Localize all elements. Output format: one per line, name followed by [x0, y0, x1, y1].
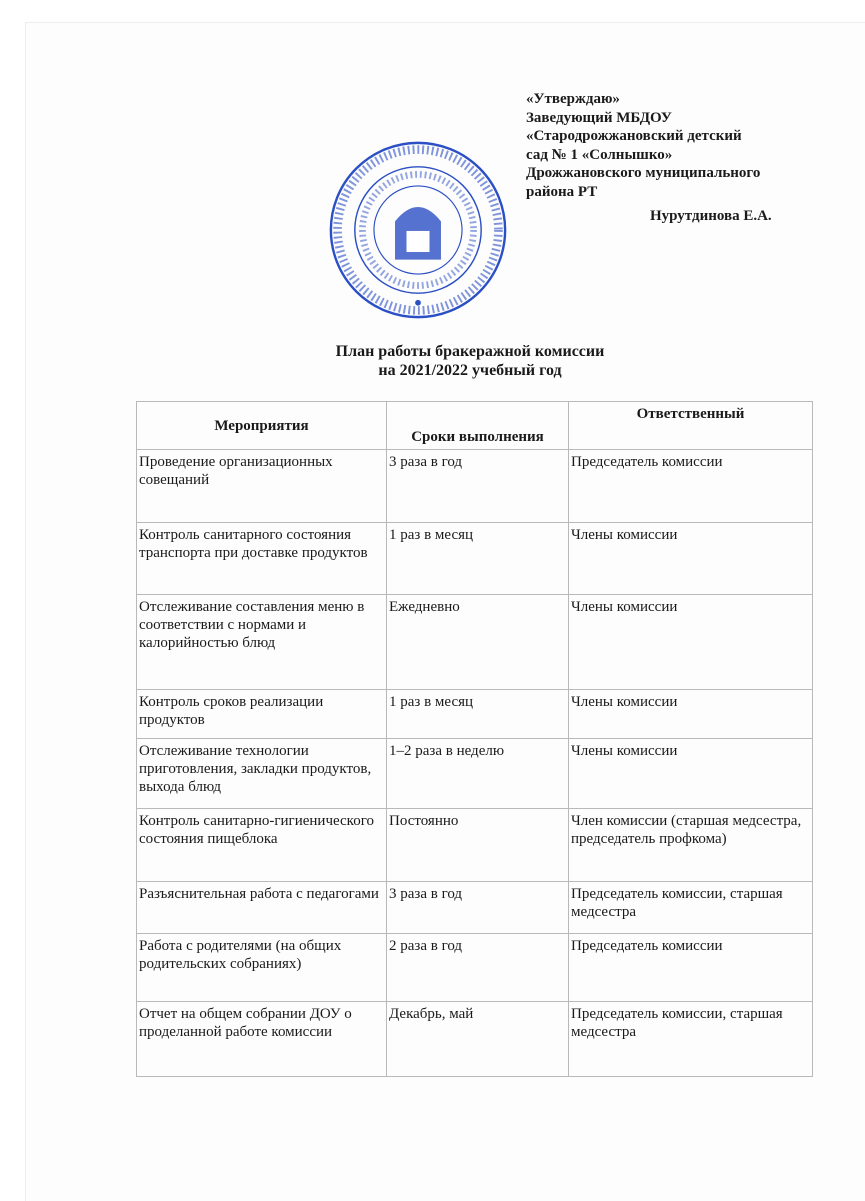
deadline-cell: 3 раза в год — [387, 450, 569, 523]
table-row — [137, 934, 813, 1002]
title-line-2: на 2021/2022 учебный год — [378, 362, 562, 379]
title-line-1: План работы бракеражной комиссии — [335, 343, 605, 360]
deadline-cell: 1 раз в месяц — [387, 523, 569, 595]
deadline-cell: Ежедневно — [387, 595, 569, 690]
deadline-cell: 2 раза в год — [387, 934, 569, 1002]
activity-cell: Работа с родителями (на общих родительских собраниях) — [137, 934, 387, 1002]
activity-cell: Контроль сроков реализации продуктов — [137, 690, 387, 739]
approval-line: сад № 1 «Солнышко» — [526, 146, 673, 163]
signatory-name: Нурутдинова Е.А. — [650, 208, 772, 224]
table-row — [137, 882, 813, 934]
approval-line: района РТ — [526, 183, 598, 200]
deadline-cell: 1–2 раза в неделю — [387, 739, 569, 809]
table-row — [137, 595, 813, 690]
activity-cell: Контроль санитарно-гигиенического состояния пищеблока — [137, 809, 387, 882]
deadline-cell: Декабрь, май — [387, 1002, 569, 1077]
column-header: Мероприятия — [137, 402, 387, 450]
official-stamp — [328, 140, 508, 320]
table-row — [137, 1002, 813, 1077]
approval-line: Дрожжановского муниципального — [526, 165, 761, 181]
activity-cell: Отслеживание технологии приготовления, закладки продуктов, выхода блюд — [137, 739, 387, 809]
table-row — [137, 450, 813, 523]
responsible-cell: Председатель комиссии — [569, 450, 813, 523]
activity-cell: Отслеживание составления меню в соответствии с нормами и калорийностью блюд — [137, 595, 387, 690]
table-row — [137, 809, 813, 882]
table-row — [137, 739, 813, 809]
approval-line: «Утверждаю» — [526, 91, 620, 107]
table-header-row — [137, 402, 813, 450]
table-row — [137, 523, 813, 595]
table-row — [137, 690, 813, 739]
approval-line: «Стародрожжановский детский — [526, 128, 742, 144]
plan-table — [136, 401, 813, 1077]
activity-cell: Проведение организационных совещаний — [137, 450, 387, 523]
deadline-cell: Постоянно — [387, 809, 569, 882]
activity-cell: Контроль санитарного состояния транспорта при доставке продуктов — [137, 523, 387, 595]
responsible-cell: Члены комиссии — [569, 739, 813, 809]
approval-block — [526, 90, 826, 226]
responsible-cell: Председатель комиссии, старшая медсестра — [569, 882, 813, 934]
approval-line: Заведующий МБДОУ — [526, 109, 672, 126]
responsible-cell: Члены комиссии — [569, 690, 813, 739]
responsible-cell: Члены комиссии — [569, 523, 813, 595]
column-header: Сроки выполнения — [387, 402, 569, 450]
activity-cell: Отчет на общем собрании ДОУ о проделанной работе комиссии — [137, 1002, 387, 1077]
responsible-cell: Председатель комиссии, старшая медсестра — [569, 1002, 813, 1077]
column-header: Ответственный — [569, 402, 813, 450]
responsible-cell: Член комиссии (старшая медсестра, председатель профкома) — [569, 809, 813, 882]
responsible-cell: Председатель комиссии — [569, 934, 813, 1002]
document-title — [140, 342, 800, 380]
deadline-cell: 3 раза в год — [387, 882, 569, 934]
activity-cell: Разъяснительная работа с педагогами — [137, 882, 387, 934]
responsible-cell: Члены комиссии — [569, 595, 813, 690]
deadline-cell: 1 раз в месяц — [387, 690, 569, 739]
